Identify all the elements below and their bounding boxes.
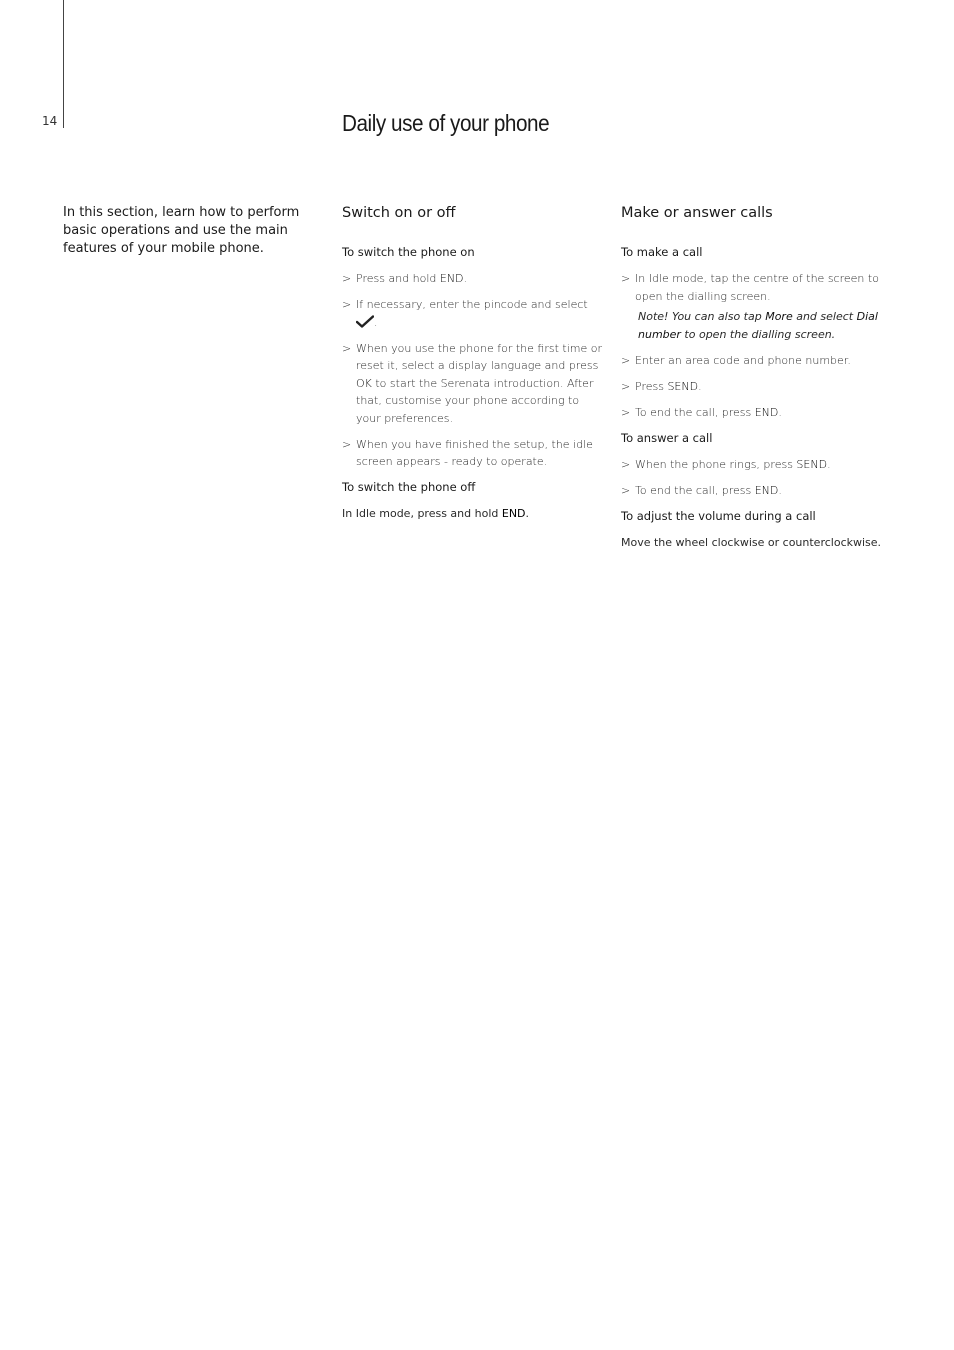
bullet-marker: > xyxy=(621,353,631,367)
page-title: Daily use of your phone xyxy=(342,110,550,136)
bullet-marker: > xyxy=(621,483,631,497)
calls-section xyxy=(621,204,883,560)
page-number: 14 xyxy=(42,114,58,128)
bullet-marker: > xyxy=(621,457,631,471)
key-label: END xyxy=(501,507,526,520)
bullet-marker: > xyxy=(342,298,352,311)
list-item: > When the phone rings, press SEND. xyxy=(621,456,883,474)
list-item: > In Idle mode, tap the centre of the screen to open the dialling screen. Note! You can also tap More and select Dial number to open the dialling screen. xyxy=(621,270,883,343)
check-icon xyxy=(356,315,374,328)
list-item: > Press and hold END. xyxy=(342,270,604,288)
key-label: SEND xyxy=(667,379,699,393)
bullet-marker: > xyxy=(342,272,352,285)
switch-on-steps xyxy=(342,270,604,471)
intro-text: In this section, learn how to perform basic operations and use the main features of your mobile phone. xyxy=(63,205,300,256)
margin-rule xyxy=(63,0,64,128)
list-item: > Enter an area code and phone number. xyxy=(621,352,883,370)
switch-heading: Switch on or off xyxy=(342,205,456,221)
calls-heading: Make or answer calls xyxy=(621,205,773,221)
switch-on-subheading: To switch the phone on xyxy=(342,245,475,259)
list-item: > When you use the phone for the first time or reset it, select a display language and press OK to start the Serenata introduction. After that, customise your phone according to your preferences. xyxy=(342,341,602,425)
key-label: OK xyxy=(356,376,372,390)
bullet-marker: > xyxy=(621,272,631,285)
bullet-marker: > xyxy=(621,379,631,393)
key-label: SEND xyxy=(796,457,828,471)
list-item: > If necessary, enter the pincode and select . xyxy=(342,298,588,329)
bullet-marker: > xyxy=(342,341,352,355)
make-call-steps xyxy=(621,270,883,421)
switch-section xyxy=(342,204,604,532)
bullet-marker: > xyxy=(621,405,631,419)
volume-subheading: To adjust the volume during a call xyxy=(621,508,816,523)
switch-off-subheading: To switch the phone off xyxy=(342,480,476,494)
switch-off-text: In Idle mode, press and hold END. xyxy=(342,507,530,520)
note-text: Note! You can also tap More and select Dial number to open the dialling screen. xyxy=(638,310,878,341)
key-label: END xyxy=(754,405,779,419)
key-label: END xyxy=(439,272,464,285)
key-label: END xyxy=(754,483,779,497)
answer-call-steps xyxy=(621,456,883,500)
list-item: > Press SEND. xyxy=(621,378,883,396)
answer-call-subheading: To answer a call xyxy=(621,430,713,445)
make-call-subheading: To make a call xyxy=(621,245,703,259)
bullet-marker: > xyxy=(342,437,352,451)
list-item: > To end the call, press END. xyxy=(621,482,883,500)
volume-text: Move the wheel clockwise or counterclockwise. xyxy=(621,535,882,549)
list-item: > To end the call, press END. xyxy=(621,404,883,422)
list-item: > When you have finished the setup, the idle screen appears - ready to operate. xyxy=(342,437,593,468)
